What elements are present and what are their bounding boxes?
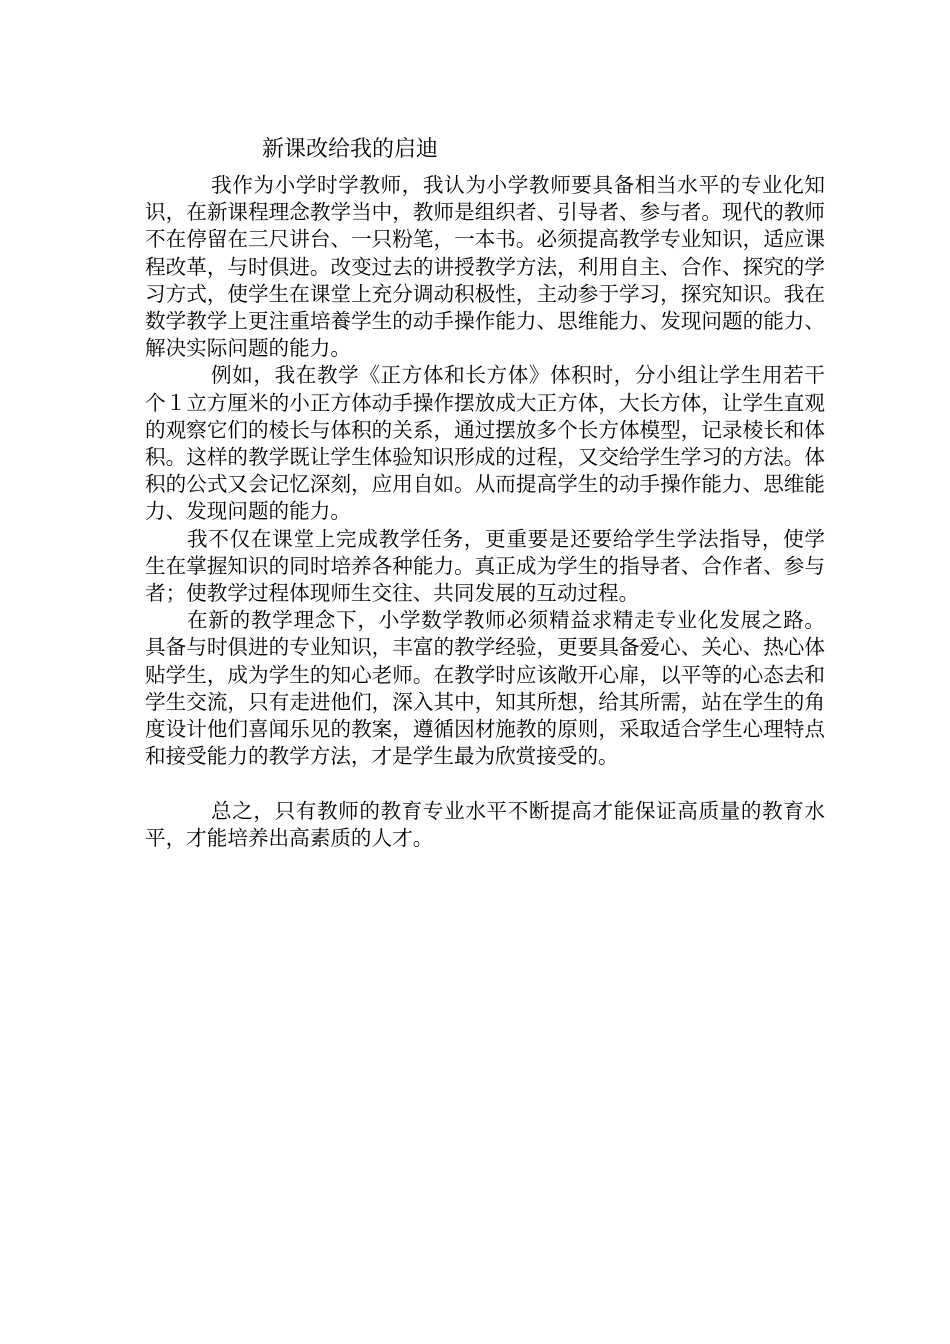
paragraph-2: 例如，我在教学《正方体和长方体》体积时，分小组让学生用若干个１立方厘米的小正方体动手操作摆放成大正方体，大长方体，让学生直观的观察它们的棱长与体积的关系，通过摆放多个长方体模型，记录棱长和体积。这样的教学既让学生体验知识形成的过程，又交给学生学习的方法。体积的公式又会记忆深刻，应用自如。从而提高学生的动手操作能力、思维能力、发现问题的能力。	[145, 363, 825, 524]
document-title: 新课改给我的启迪	[262, 137, 439, 162]
paragraph-4: 在新的教学理念下，小学数学教师必须精益求精走专业化发展之路。具备与时俱进的专业知识，丰富的教学经验，更要具备爱心、关心、热心体贴学生，成为学生的知心老师。在教学时应该敞开心扉，以平等的心态去和学生交流，只有走进他们，深入其中，知其所想，给其所需，站在学生的角度设计他们喜闻乐见的教案，遵循因材施教的原则，采取适合学生心理特点和接受能力的教学方法，才是学生最为欣赏接受的。	[145, 608, 825, 769]
paragraph-spacer	[145, 770, 825, 797]
paragraph-3: 我不仅在课堂上完成教学任务，更重要是还要给学生学法指导，使学生在掌握知识的同时培养各种能力。真正成为学生的指导者、合作者、参与者；使教学过程体现师生交往、共同发展的互动过程。	[145, 526, 825, 606]
document-body	[145, 172, 825, 852]
paragraph-5: 总之，只有教师的教育专业水平不断提高才能保证高质量的教育水平，才能培养出高素质的人才。	[145, 798, 825, 850]
paragraph-1: 我作为小学时学教师，我认为小学教师要具备相当水平的专业化知识，在新课程理念教学当中，教师是组织者、引导者、参与者。现代的教师不在停留在三尺讲台、一只粉笔，一本书。必须提高教学专业知识，适应课程改革，与时俱进。改变过去的讲授教学方法，利用自主、合作、探究的学习方式，使学生在课堂上充分调动积极性，主动参于学习，探究知识。我在数学教学上更注重培養学生的动手操作能力、思维能力、发现问题的能力、解决实际问题的能力。	[145, 173, 825, 361]
